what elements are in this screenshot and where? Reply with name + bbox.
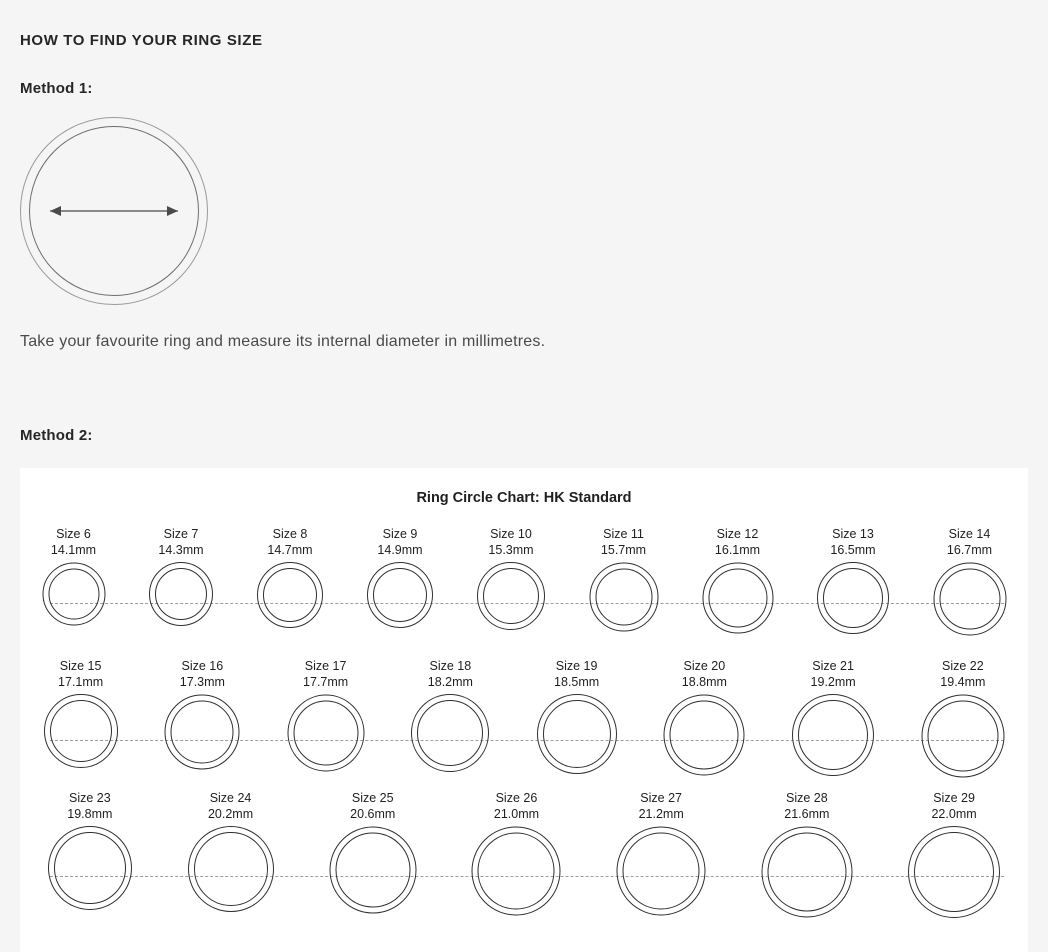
ring-circle bbox=[287, 694, 364, 771]
ring-inner-edge bbox=[155, 568, 207, 620]
ring-size-label: Size 22 bbox=[942, 659, 984, 673]
ring-size-label: Size 21 bbox=[812, 659, 854, 673]
ring-diameter-label: 16.5mm bbox=[830, 543, 876, 557]
ring-size-cell bbox=[367, 526, 433, 628]
ring-inner-edge bbox=[670, 700, 739, 769]
ring-inner-edge bbox=[595, 568, 652, 625]
ring-diameter-label: 17.1mm bbox=[58, 675, 104, 689]
ring-inner-edge bbox=[417, 700, 483, 766]
ring-size-cell bbox=[792, 658, 874, 776]
ring-size-label: Size 17 bbox=[304, 659, 347, 673]
ring-inner-edge bbox=[708, 568, 767, 627]
ring-size-label: Size 25 bbox=[351, 791, 394, 805]
ring-inner-edge bbox=[543, 700, 611, 768]
method-1-caption: Take your favourite ring and measure its internal diameter in millimetres. bbox=[20, 333, 546, 350]
ring-inner-edge bbox=[798, 700, 868, 770]
ring-size-label: Size 14 bbox=[948, 527, 991, 541]
ring-size-cell bbox=[411, 658, 489, 772]
ring-size-cell bbox=[617, 790, 706, 915]
ring-size-cell bbox=[44, 658, 118, 768]
ring-circle-chart-panel bbox=[20, 468, 1028, 952]
ring-size-label: Size 13 bbox=[832, 527, 874, 541]
ring-size-label: Size 6 bbox=[56, 527, 91, 541]
ring-diameter-label: 14.9mm bbox=[377, 543, 423, 557]
ring-circle bbox=[149, 562, 213, 626]
ring-diameter-label: 18.2mm bbox=[427, 675, 473, 689]
ring-circle bbox=[44, 694, 118, 768]
ring-inner-edge bbox=[293, 700, 358, 765]
ring-size-cell bbox=[48, 790, 132, 910]
ring-size-label: Size 9 bbox=[382, 527, 418, 541]
ring-size-cell bbox=[664, 658, 745, 775]
ring-size-label: Size 20 bbox=[683, 659, 726, 673]
ring-diameter-label: 21.0mm bbox=[493, 807, 540, 821]
ring-diameter-label: 17.7mm bbox=[303, 675, 349, 689]
ring-size-cell bbox=[287, 658, 364, 771]
ring-size-label: Size 23 bbox=[68, 791, 111, 805]
ring-size-cell bbox=[149, 526, 213, 626]
ring-inner-edge bbox=[54, 832, 126, 904]
ring-inner-edge bbox=[171, 700, 234, 763]
ring-inner-edge bbox=[914, 832, 994, 912]
ring-circle bbox=[257, 562, 323, 628]
method-1-label: Method 1: bbox=[20, 80, 93, 97]
ring-size-label: Size 26 bbox=[495, 791, 538, 805]
ring-size-label: Size 8 bbox=[272, 527, 308, 541]
ring-inner-edge bbox=[263, 568, 317, 622]
ring-circle bbox=[921, 694, 1004, 777]
ring-diameter-label: 14.3mm bbox=[158, 543, 204, 557]
chart-title: Ring Circle Chart: HK Standard bbox=[416, 490, 632, 506]
ring-circle bbox=[702, 562, 773, 633]
ring-size-label: Size 18 bbox=[429, 659, 472, 673]
ring-inner-edge bbox=[194, 832, 268, 906]
ring-size-label: Size 10 bbox=[490, 527, 532, 541]
ring-inner-edge bbox=[478, 832, 555, 909]
ring-inner-edge bbox=[483, 568, 539, 624]
ring-circle bbox=[472, 826, 561, 915]
ring-circle bbox=[48, 826, 132, 910]
ring-size-cell bbox=[42, 526, 105, 625]
ring-circle bbox=[367, 562, 433, 628]
chart-row-cells bbox=[20, 658, 1028, 800]
ring-size-cell bbox=[165, 658, 240, 769]
ring-circle bbox=[792, 694, 874, 776]
ring-inner-edge bbox=[939, 568, 1000, 629]
chart-row bbox=[20, 790, 1028, 932]
ring-circle bbox=[761, 826, 852, 917]
ring-diameter-label: 16.7mm bbox=[946, 543, 993, 557]
ring-size-cell bbox=[329, 790, 416, 913]
ring-size-label: Size 24 bbox=[209, 791, 252, 805]
ring-diameter-label: 19.8mm bbox=[67, 807, 113, 821]
ring-inner-edge bbox=[767, 832, 846, 911]
ring-size-cell bbox=[257, 526, 323, 628]
ring-size-cell bbox=[477, 526, 545, 630]
chart-row bbox=[20, 658, 1028, 800]
ring-diameter-label: 18.8mm bbox=[681, 675, 727, 689]
ring-circle bbox=[477, 562, 545, 630]
ring-size-label: Size 16 bbox=[181, 659, 224, 673]
ring-diameter-label: 20.2mm bbox=[207, 807, 254, 821]
ring-diameter-label: 14.7mm bbox=[267, 543, 313, 557]
ring-inner-edge bbox=[48, 568, 99, 619]
ring-circle bbox=[537, 694, 617, 774]
chart-row-cells bbox=[20, 526, 1028, 668]
ring-size-cell bbox=[537, 658, 617, 774]
page-title: HOW TO FIND YOUR RING SIZE bbox=[20, 32, 263, 49]
ring-diameter-label: 15.3mm bbox=[488, 543, 534, 557]
ring-size-cell bbox=[908, 790, 1000, 918]
ring-size-label: Size 15 bbox=[59, 659, 102, 673]
chart-row bbox=[20, 526, 1028, 668]
ring-circle bbox=[617, 826, 706, 915]
ring-diameter-label: 15.7mm bbox=[600, 543, 647, 557]
ring-circle bbox=[664, 694, 745, 775]
ring-inner-edge bbox=[373, 568, 427, 622]
ring-diameter-label: 22.0mm bbox=[931, 807, 977, 821]
ring-size-cell bbox=[589, 526, 658, 631]
ring-diameter-label: 17.3mm bbox=[179, 675, 225, 689]
ring-size-cell bbox=[761, 790, 852, 917]
ring-inner-edge bbox=[823, 568, 883, 628]
ring-size-cell bbox=[817, 526, 889, 634]
ring-diameter-label: 14.1mm bbox=[50, 543, 97, 557]
ring-size-cell bbox=[921, 658, 1004, 777]
ring-circle bbox=[933, 562, 1006, 635]
ring-size-cell bbox=[933, 526, 1006, 635]
ring-size-label: Size 27 bbox=[640, 791, 682, 805]
ring-diameter-label: 16.1mm bbox=[714, 543, 761, 557]
ring-diameter-label: 21.2mm bbox=[638, 807, 684, 821]
ring-circle bbox=[329, 826, 416, 913]
ring-diameter-label: 19.4mm bbox=[940, 675, 986, 689]
ring-diameter-label: 21.6mm bbox=[784, 807, 830, 821]
ring-inner-edge bbox=[927, 700, 998, 771]
ring-circle bbox=[589, 562, 658, 631]
ring-size-cell bbox=[472, 790, 561, 915]
ring-circle bbox=[411, 694, 489, 772]
chart-row-cells bbox=[20, 790, 1028, 932]
ring-circle bbox=[908, 826, 1000, 918]
ring-diameter-diagram bbox=[20, 117, 210, 307]
ring-diameter-label: 20.6mm bbox=[350, 807, 396, 821]
ring-inner-edge bbox=[623, 832, 700, 909]
ring-size-label: Size 7 bbox=[163, 527, 199, 541]
ring-inner-edge bbox=[50, 700, 112, 762]
ring-inner-edge bbox=[335, 832, 410, 907]
ring-diameter-label: 18.5mm bbox=[554, 675, 600, 689]
ring-circle bbox=[165, 694, 240, 769]
ring-size-label: Size 19 bbox=[555, 659, 598, 673]
ring-circle bbox=[188, 826, 274, 912]
diameter-arrow-icon bbox=[20, 117, 210, 307]
ring-diameter-label: 19.2mm bbox=[810, 675, 856, 689]
method-2-label: Method 2: bbox=[20, 427, 93, 444]
ring-size-label: Size 29 bbox=[933, 791, 975, 805]
ring-size-cell bbox=[188, 790, 274, 912]
ring-circle bbox=[817, 562, 889, 634]
ring-size-label: Size 28 bbox=[786, 791, 828, 805]
ring-circle bbox=[42, 562, 105, 625]
ring-size-label: Size 12 bbox=[716, 527, 759, 541]
ring-size-label: Size 11 bbox=[603, 527, 644, 541]
ring-size-cell bbox=[702, 526, 773, 633]
